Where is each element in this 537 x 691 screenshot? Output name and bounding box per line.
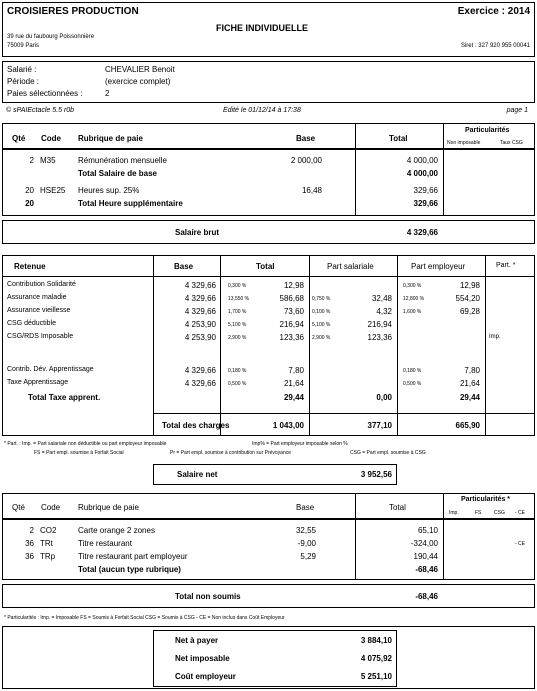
table-row-total: 4 000,00 [406, 169, 438, 178]
section1-col-partic: Particularités [465, 127, 510, 134]
charges-label: Total des charges [162, 421, 230, 430]
taxe-total-sal: 0,00 [376, 393, 392, 402]
table-row-total: 12,98 [283, 281, 304, 290]
section3-col-qte: Qté [12, 503, 25, 512]
net-a-payer-value: 3 884,10 [360, 636, 392, 645]
table-row-label: Contribution Solidarité [7, 281, 76, 288]
table-row-sal: 4,32 [376, 307, 392, 316]
section3-col-total: Total [389, 503, 406, 512]
exercise-label: Exercice : 2014 [457, 6, 530, 17]
table-row-emp: 554,20 [455, 294, 480, 303]
siret-number: Siret : 327 920 955 00041 [460, 43, 530, 49]
table-row-qte: 2 [29, 156, 34, 165]
table-row-qte: 20 [25, 199, 34, 208]
section2-divider [153, 255, 154, 436]
section1-divider [443, 149, 444, 216]
salarie-label: Salarié : [7, 65, 37, 74]
charges-total: 1 043,00 [272, 421, 304, 430]
document-title: FICHE INDIVIDUELLE [216, 23, 309, 33]
cout-employeur-label: Coût employeur [175, 672, 236, 681]
table-row-label: Assurance vieillesse [7, 307, 71, 314]
part-legend-line2b: Pr = Part empl. soumise à contribution sur Prévoyance [170, 450, 292, 456]
table-row-base: 2 000,00 [290, 156, 322, 165]
table-row-sal-taux: 0,750 % [312, 296, 331, 302]
table-row-emp: 7,80 [464, 366, 480, 375]
table-row-base: 4 329,66 [184, 307, 216, 316]
section3-divider [355, 519, 356, 580]
table-row-qte: 36 [25, 539, 34, 548]
table-row-total: 123,36 [279, 333, 304, 342]
section2-divider [220, 255, 221, 436]
table-row-label: Carte orange 2 zones [78, 526, 155, 535]
table-row-total: 586,68 [279, 294, 304, 303]
paies-value: 2 [105, 89, 110, 98]
section1-divider [355, 123, 356, 149]
table-row-taux: 0,300 % [228, 283, 247, 289]
table-row-code: HSE25 [40, 186, 66, 195]
table-row-total: -324,00 [410, 539, 438, 548]
company-address-line1: 39 rue du faubourg Poissonnière [7, 34, 95, 40]
section1-col-rubrique: Rubrique de paie [78, 134, 143, 143]
table-row-total: 329,66 [413, 186, 438, 195]
section2-col-part: Part. * [496, 262, 516, 269]
part-legend-line2a: FS = Part empl. soumise à Forfait Social [34, 450, 124, 456]
salaire-brut-box [2, 220, 535, 244]
net-imposable-value: 4 075,92 [360, 654, 392, 663]
section3-col-ce: - CE [515, 510, 525, 516]
section1-divider [443, 123, 444, 149]
table-row-emp-taux: 0,180 % [403, 368, 422, 374]
table-row-total: 190,44 [413, 552, 438, 561]
section1-col-base: Base [296, 134, 316, 143]
table-row-code: CO2 [40, 526, 57, 535]
section3-col-fs: FS [475, 510, 482, 516]
table-row-label: Contrib. Dév. Apprentissage [7, 366, 94, 373]
charges-sal: 377,10 [367, 421, 392, 430]
section1-col-partic-csg: Taux CSG [500, 140, 523, 146]
table-row-sal: 32,48 [371, 294, 392, 303]
section2-header-line [2, 276, 535, 277]
section3-col-csg: CSG [494, 510, 505, 516]
section2-col-part-salariale: Part salariale [327, 262, 374, 271]
section3-divider [355, 493, 356, 519]
salaire-net-label: Salaire net [177, 470, 218, 479]
section3-col-code: Code [41, 503, 61, 512]
section1-col-partic-nonimp: Non imposable [447, 140, 481, 146]
table-row-label: Total (aucun type rubrique) [78, 565, 181, 574]
particularites-legend: * Particularités : Imp. = Imposable FS = Soumis à Forfait Social CSG = Soumis à CSG - CE = Non inclus dans Coût Employeur [4, 615, 285, 621]
table-row-sal: 123,36 [367, 333, 392, 342]
table-row-emp: 12,98 [459, 281, 480, 290]
table-row-base: 5,29 [300, 552, 316, 561]
non-soumis-label: Total non soumis [175, 592, 241, 601]
table-row-emp-taux: 1,600 % [403, 309, 422, 315]
salaire-net-value: 3 952,56 [360, 470, 392, 479]
table-row-label: Total Salaire de base [78, 169, 157, 178]
salaire-brut-label: Salaire brut [175, 228, 220, 237]
edited-date: Edité le 01/12/14 à 17:38 [223, 107, 301, 114]
section3-col-rubrique: Rubrique de paie [78, 503, 139, 512]
table-row-code: M35 [40, 156, 56, 165]
table-row-code: TRt [40, 539, 53, 548]
table-row-part: Imp. [489, 334, 501, 340]
table-row-qte: 20 [25, 186, 34, 195]
table-row-code: TRp [40, 552, 56, 561]
table-row-label: CSG/RDS Imposable [7, 333, 74, 340]
table-row-label: Heures sup. 25% [78, 186, 140, 195]
salarie-value: CHEVALIER Benoit [105, 65, 175, 74]
table-row-total: -68,46 [415, 565, 438, 574]
table-row-label: Assurance maladie [7, 294, 67, 301]
section3-col-base: Base [296, 503, 315, 512]
section2-col-part-employeur: Part employeur [411, 262, 466, 271]
table-row-emp-taux: 0,300 % [403, 283, 422, 289]
net-imposable-label: Net imposable [175, 654, 230, 663]
table-row-total: 4 000,00 [406, 156, 438, 165]
table-row-base: 4 329,66 [184, 281, 216, 290]
table-row-sal: 216,94 [367, 320, 392, 329]
non-soumis-value: -68,46 [415, 592, 438, 601]
company-address-line2: 75009 Paris [7, 43, 40, 49]
net-a-payer-label: Net à payer [175, 636, 219, 645]
section2-divider [397, 255, 398, 436]
table-row-total: 21,64 [283, 379, 304, 388]
section1-col-qte: Qté [12, 134, 26, 143]
section1-col-code: Code [41, 134, 61, 143]
table-row-emp: 69,28 [459, 307, 480, 316]
salaire-brut-value: 4 329,66 [406, 228, 438, 237]
table-row-total: 7,80 [288, 366, 304, 375]
section2-divider [485, 255, 486, 436]
paies-label: Paies sélectionnées : [7, 89, 83, 98]
section2-divider [309, 255, 310, 436]
table-row-sal-taux: 2,900 % [312, 335, 331, 341]
table-row-base: 4 329,66 [184, 379, 216, 388]
table-row-base: 16,48 [301, 186, 322, 195]
periode-label: Période : [7, 77, 40, 86]
taxe-total-emp: 29,44 [459, 393, 480, 402]
part-legend-line2c: CSG = Part empl. soumise à CSG [350, 450, 426, 456]
table-row-taux: 0,180 % [228, 368, 247, 374]
section3-col-partic: Particularités * [461, 496, 511, 503]
section2-col-base: Base [174, 262, 194, 271]
taxe-total-label: Total Taxe apprent. [28, 393, 101, 402]
table-row-total: 65,10 [417, 526, 438, 535]
table-row-emp: 21,64 [459, 379, 480, 388]
company-name: CROISIERES PRODUCTION [7, 6, 139, 17]
table-row-taux: 0,500 % [228, 381, 247, 387]
cout-employeur-value: 5 251,10 [360, 672, 392, 681]
table-row-total: 73,60 [283, 307, 304, 316]
table-row-taux: 5,100 % [228, 322, 247, 328]
table-row-sal-taux: 5,100 % [312, 322, 331, 328]
table-row-taux: 2,900 % [228, 335, 247, 341]
software-version: © sPAIEctacle 5.5 r0b [6, 107, 75, 114]
table-row-label: CSG déductible [7, 320, 57, 327]
section3-col-imp: Imp. [449, 510, 459, 516]
table-row-sal-taux: 0,100 % [312, 309, 331, 315]
table-row-taux: 1,700 % [228, 309, 247, 315]
table-row-label: Titre restaurant [78, 539, 132, 548]
section3-divider [443, 519, 444, 580]
table-row-label: Rémunération mensuelle [78, 156, 167, 165]
table-row-label: Taxe Apprentissage [7, 379, 69, 386]
section2-col-total: Total [256, 262, 275, 271]
page-number: page 1 [506, 107, 528, 114]
periode-value: (exercice complet) [105, 77, 171, 86]
table-row-qte: 36 [25, 552, 34, 561]
section1-divider [355, 149, 356, 216]
table-row-base: 4 253,90 [184, 320, 216, 329]
section2-col-retenue: Retenue [14, 262, 46, 271]
section3-divider [443, 493, 444, 519]
table-row-base: 4 253,90 [184, 333, 216, 342]
table-row-base: -9,00 [297, 539, 316, 548]
table-row-emp-taux: 12,800 % [403, 296, 425, 302]
table-row-total: 329,66 [413, 199, 438, 208]
section2-charges-line [153, 413, 535, 414]
table-row-taux: 13,550 % [228, 296, 250, 302]
taxe-total-total: 29,44 [283, 393, 304, 402]
table-row-ce: - CE [515, 541, 525, 547]
table-row-base: 4 329,66 [184, 294, 216, 303]
table-row-base: 4 329,66 [184, 366, 216, 375]
table-row-emp-taux: 0,500 % [403, 381, 422, 387]
table-row-label: Total Heure supplémentaire [78, 199, 183, 208]
part-legend-line1: * Part. : Imp. = Part salariale non déductible ou part employeur imposable [4, 441, 167, 447]
table-row-label: Titre restaurant part employeur [78, 552, 188, 561]
section1-col-total: Total [389, 134, 408, 143]
charges-emp: 665,90 [455, 421, 480, 430]
non-soumis-box [2, 584, 535, 608]
table-row-total: 216,94 [279, 320, 304, 329]
table-row-base: 32,55 [295, 526, 316, 535]
part-legend-line1b: Imp% = Part employeur imposable selon % [252, 441, 348, 447]
table-row-qte: 2 [29, 526, 34, 535]
